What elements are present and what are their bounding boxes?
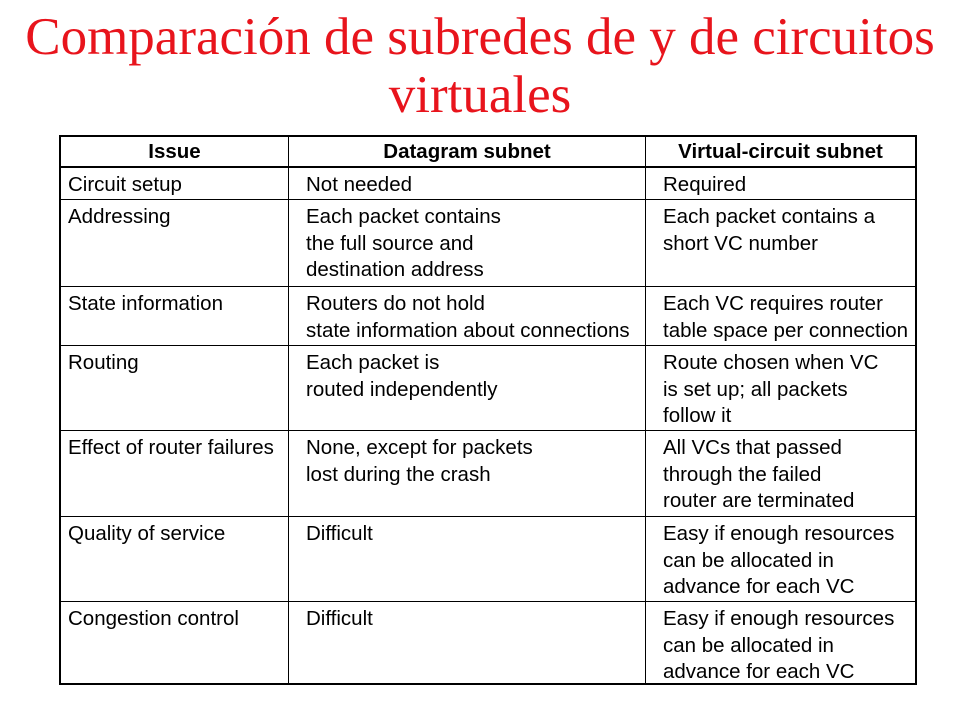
cell-virtual-circuit: Each VC requires router table space per connection	[646, 287, 915, 346]
column-header-datagram: Datagram subnet	[289, 137, 646, 168]
cell-datagram: None, except for packets lost during the crash	[289, 431, 646, 517]
cell-issue: Quality of service	[61, 517, 289, 602]
cell-datagram: Routers do not hold state information about connections	[289, 287, 646, 346]
cell-virtual-circuit: Required	[646, 168, 915, 200]
cell-datagram: Difficult	[289, 602, 646, 683]
cell-datagram: Not needed	[289, 168, 646, 200]
column-header-issue: Issue	[61, 137, 289, 168]
cell-datagram: Each packet is routed independently	[289, 346, 646, 431]
cell-datagram: Each packet contains the full source and destination address	[289, 200, 646, 287]
cell-issue: Addressing	[61, 200, 289, 287]
column-header-virtual-circuit: Virtual-circuit subnet	[646, 137, 915, 168]
cell-issue: Effect of router failures	[61, 431, 289, 517]
cell-issue: Circuit setup	[61, 168, 289, 200]
slide-title: Comparación de subredes de y de circuitos virtuales	[25, 8, 935, 124]
cell-virtual-circuit: Easy if enough resources can be allocated in advance for each VC	[663, 607, 895, 683]
cell-issue: Congestion control	[61, 602, 289, 683]
cell-issue: Routing	[61, 346, 289, 431]
cell-virtual-circuit: Each packet contains a short VC number	[646, 200, 915, 287]
comparison-table	[59, 135, 917, 685]
cell-virtual-circuit: All VCs that passed through the failed router are terminated	[646, 431, 915, 517]
cell-virtual-circuit: Easy if enough resources can be allocated in advance for each VC	[646, 517, 915, 602]
cell-issue: State information	[61, 287, 289, 346]
cell-datagram: Difficult	[289, 517, 646, 602]
cell-virtual-circuit: Route chosen when VC is set up; all packets follow it	[646, 346, 915, 431]
